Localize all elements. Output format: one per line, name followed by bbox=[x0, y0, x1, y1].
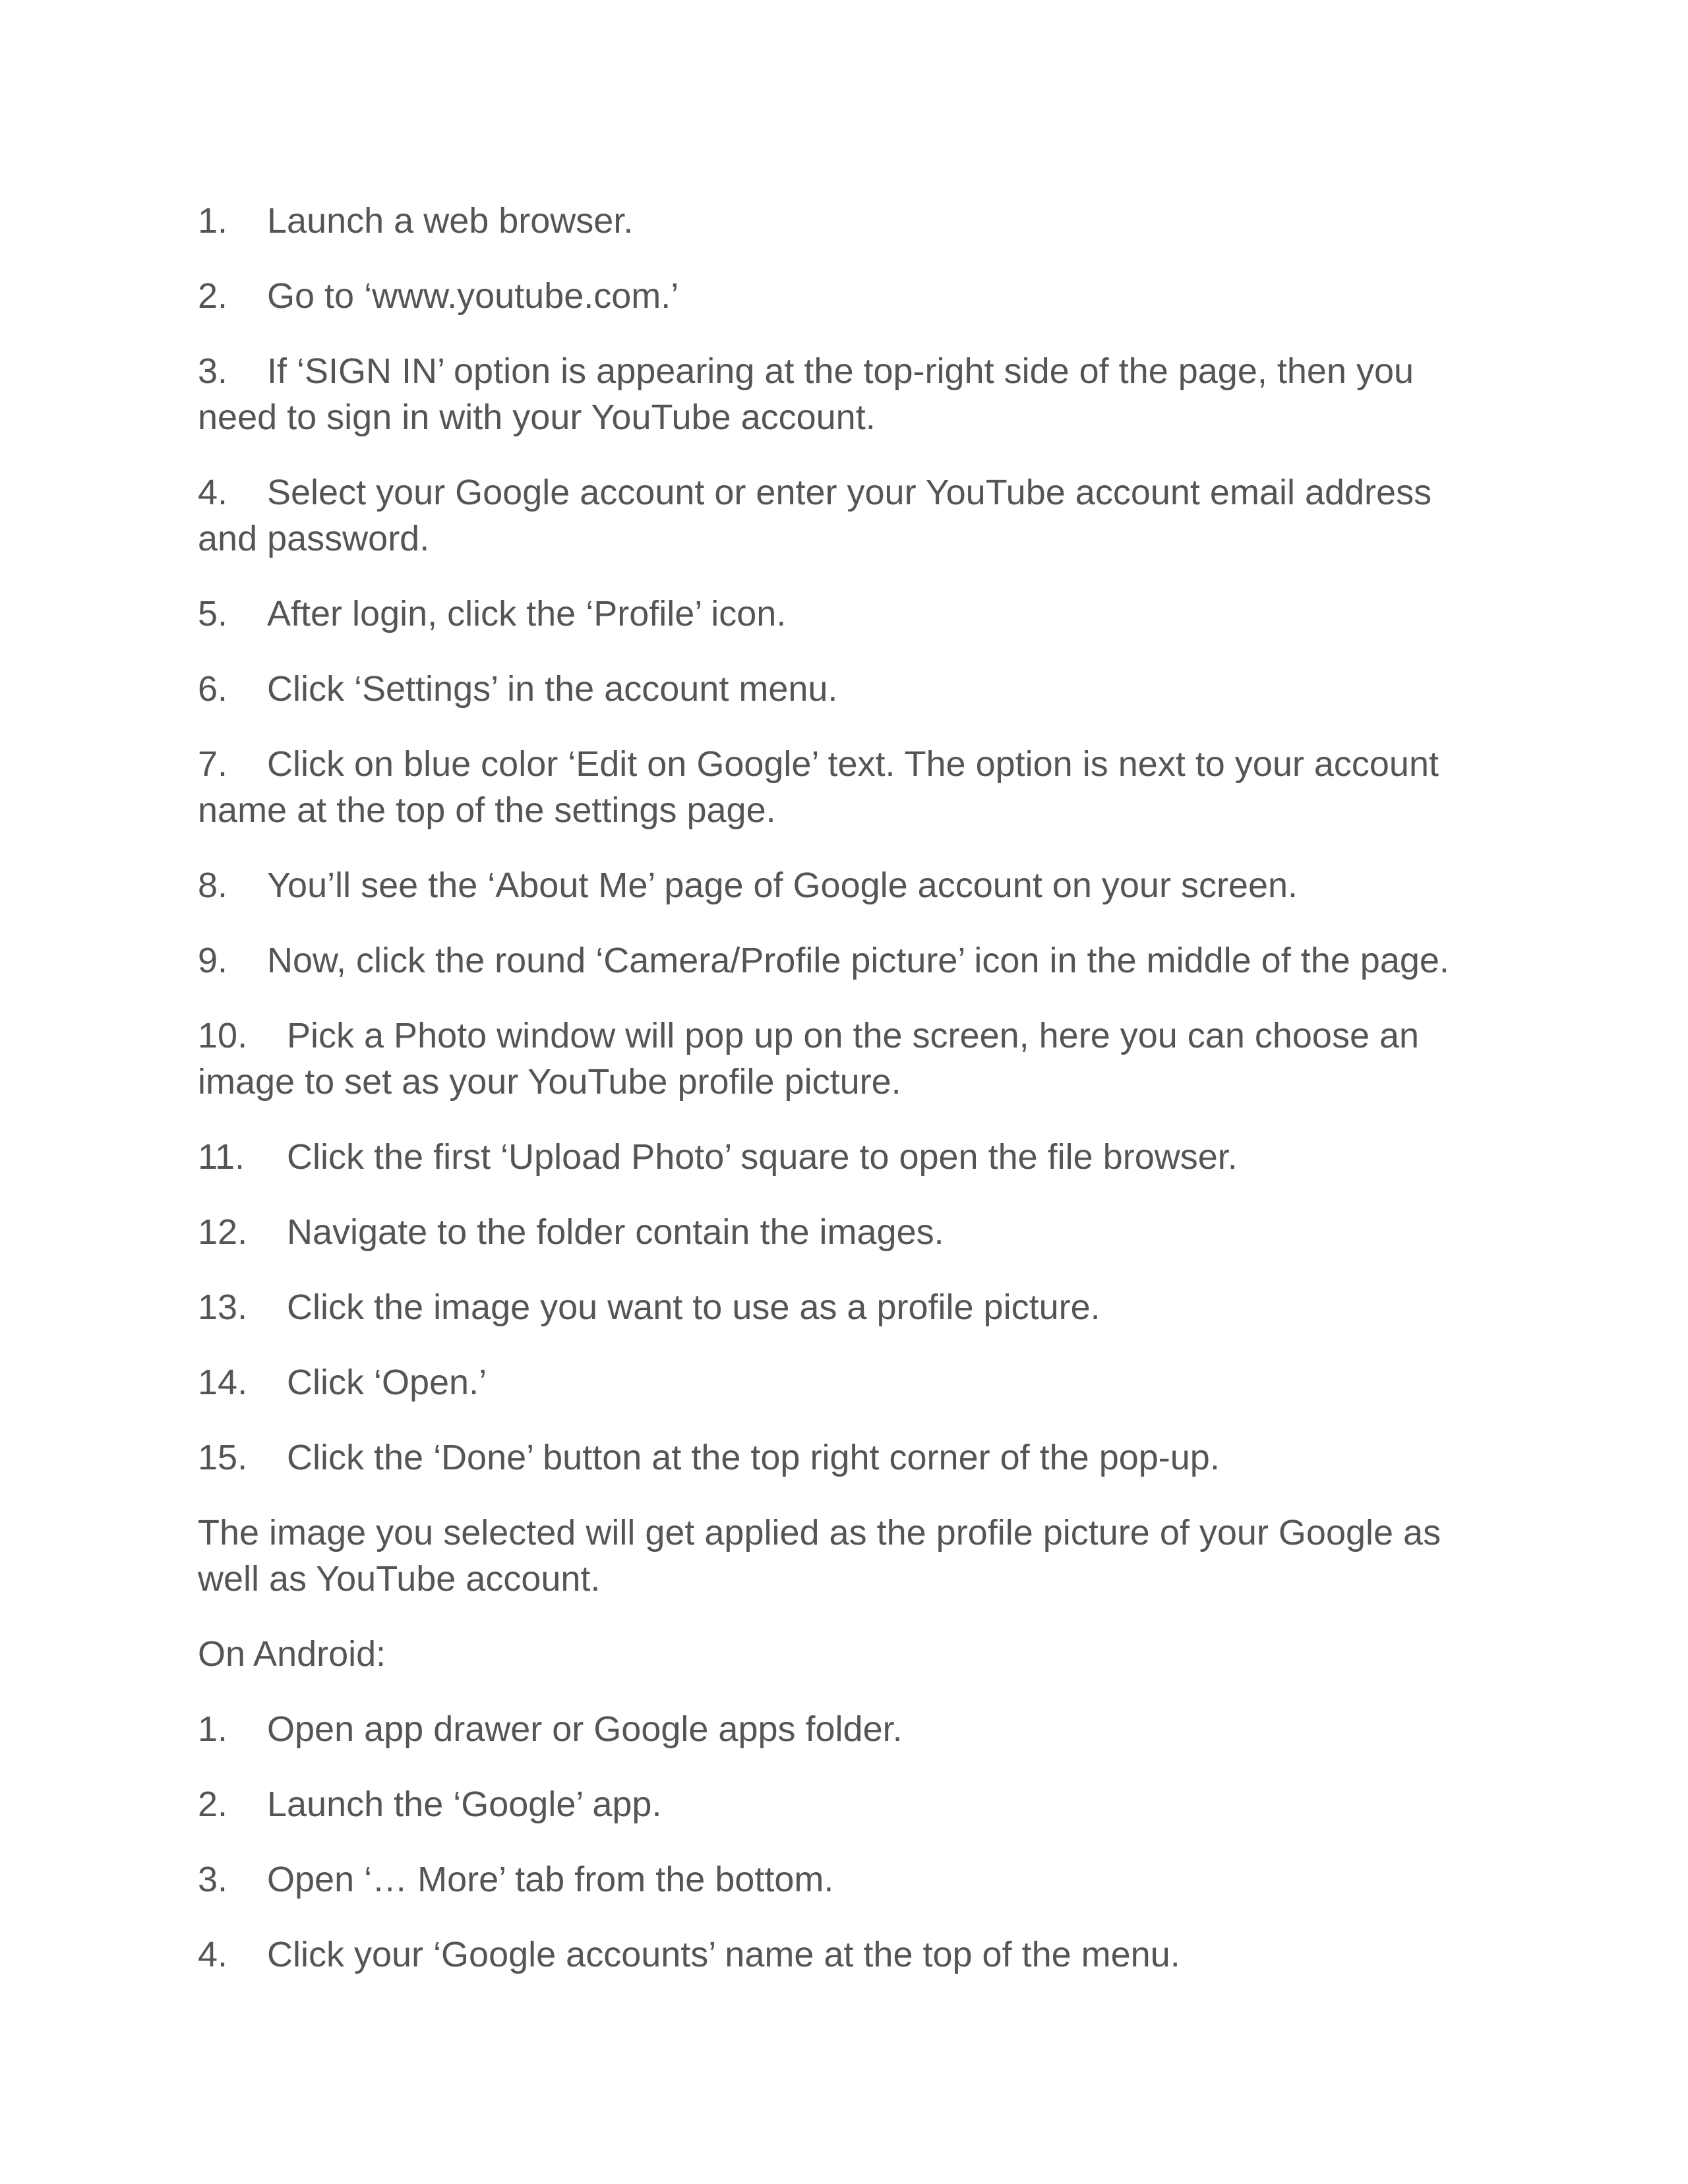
step-number: 14. bbox=[198, 1363, 248, 1402]
android-heading: On Android: bbox=[198, 1634, 386, 1674]
step-number: 11. bbox=[198, 1137, 245, 1177]
step-text: Now, click the round ‘Camera/Profile picture’ icon in the middle of the page. bbox=[267, 941, 1449, 980]
step-text: Click your ‘Google accounts’ name at the top of the menu. bbox=[267, 1935, 1180, 1974]
step-number: 5. bbox=[198, 594, 228, 634]
step-text: Pick a Photo window will pop up on the screen, here you can choose an image to set as your YouTube profile picture. bbox=[198, 1016, 1420, 1102]
step-text: If ‘SIGN IN’ option is appearing at the top-right side of the page, then you need to sign in with your YouTube account. bbox=[198, 351, 1414, 437]
step-number: 4. bbox=[198, 1935, 228, 1974]
list-item bbox=[198, 273, 1490, 319]
android-steps-list bbox=[198, 1706, 1490, 1978]
step-number: 1. bbox=[198, 1709, 228, 1749]
list-item bbox=[198, 1013, 1490, 1105]
step-number: 10. bbox=[198, 1016, 248, 1055]
step-number: 15. bbox=[198, 1438, 248, 1477]
list-item bbox=[198, 862, 1490, 908]
step-text: Go to ‘www.youtube.com.’ bbox=[267, 276, 679, 316]
step-number: 2. bbox=[198, 1785, 228, 1824]
step-number: 8. bbox=[198, 866, 228, 905]
step-text: Launch the ‘Google’ app. bbox=[267, 1785, 662, 1824]
step-text: Select your Google account or enter your YouTube account email address and password. bbox=[198, 473, 1432, 558]
desktop-steps-list bbox=[198, 198, 1490, 1481]
step-text: After login, click the ‘Profile’ icon. bbox=[267, 594, 787, 634]
list-item bbox=[198, 1359, 1490, 1405]
list-item bbox=[198, 198, 1490, 244]
list-item bbox=[198, 591, 1490, 637]
step-number: 7. bbox=[198, 744, 228, 784]
list-item bbox=[198, 1932, 1490, 1978]
list-item bbox=[198, 1434, 1490, 1481]
step-number: 9. bbox=[198, 941, 228, 980]
step-text: Launch a web browser. bbox=[267, 201, 634, 241]
list-item bbox=[198, 666, 1490, 712]
step-text: Click ‘Settings’ in the account menu. bbox=[267, 669, 838, 709]
document-page bbox=[198, 198, 1490, 2007]
step-number: 3. bbox=[198, 1860, 228, 1899]
step-number: 1. bbox=[198, 201, 228, 241]
step-number: 12. bbox=[198, 1212, 248, 1252]
step-number: 3. bbox=[198, 351, 228, 391]
step-number: 2. bbox=[198, 276, 228, 316]
list-item bbox=[198, 1284, 1490, 1330]
step-text: Click the image you want to use as a profile picture. bbox=[287, 1287, 1100, 1327]
step-text: Click the first ‘Upload Photo’ square to open the file browser. bbox=[287, 1137, 1238, 1177]
list-item bbox=[198, 348, 1490, 440]
step-text: Click on blue color ‘Edit on Google’ text. The option is next to your account name at the top of the settings page. bbox=[198, 744, 1439, 830]
list-item bbox=[198, 469, 1490, 562]
step-number: 13. bbox=[198, 1287, 248, 1327]
list-item bbox=[198, 741, 1490, 833]
step-text: Click ‘Open.’ bbox=[287, 1363, 487, 1402]
summary-paragraph: The image you selected will get applied as the profile picture of your Google as well as YouTube account. bbox=[198, 1513, 1441, 1599]
list-item bbox=[198, 1134, 1490, 1180]
step-number: 6. bbox=[198, 669, 228, 709]
list-item bbox=[198, 1706, 1490, 1752]
list-item bbox=[198, 937, 1490, 984]
step-text: Navigate to the folder contain the images. bbox=[287, 1212, 944, 1252]
step-text: Click the ‘Done’ button at the top right corner of the pop-up. bbox=[287, 1438, 1220, 1477]
step-text: Open app drawer or Google apps folder. bbox=[267, 1709, 903, 1749]
step-text: Open ‘… More’ tab from the bottom. bbox=[267, 1860, 834, 1899]
list-item bbox=[198, 1856, 1490, 1903]
step-text: You’ll see the ‘About Me’ page of Google account on your screen. bbox=[267, 866, 1298, 905]
step-number: 4. bbox=[198, 473, 228, 512]
list-item bbox=[198, 1209, 1490, 1255]
list-item bbox=[198, 1781, 1490, 1827]
